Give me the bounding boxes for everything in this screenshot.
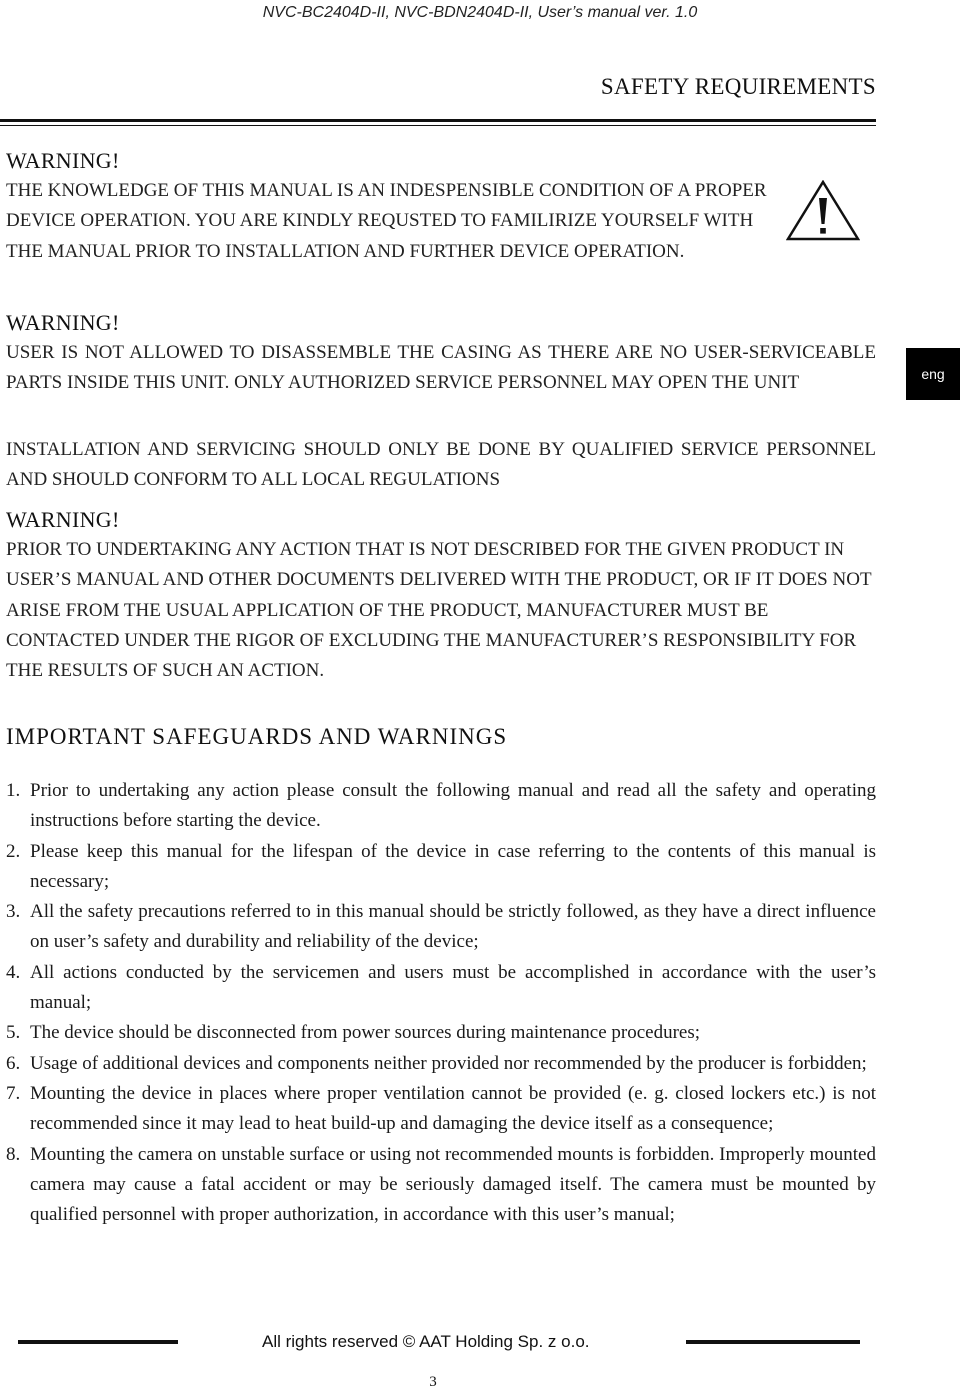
list-item-text: Please keep this manual for the lifespan of the device in case referring to the contents of this manual is necessary; bbox=[30, 840, 876, 892]
warning-heading: WARNING! bbox=[6, 507, 120, 532]
list-item bbox=[6, 1049, 876, 1079]
section-title: SAFETY REQUIREMENTS bbox=[600, 74, 876, 99]
header-rule-thin bbox=[0, 125, 876, 126]
safeguards-list bbox=[6, 776, 876, 1230]
installation-text: INSTALLATION AND SERVICING SHOULD ONLY BE DONE BY QUALIFIED SERVICE PERSONNEL AND SHOULD CONFORM TO ALL LOCAL REGULATIONS bbox=[6, 439, 876, 491]
list-item-text: Prior to undertaking any action please consult the following manual and read all the safety and operating instructions before starting the device. bbox=[30, 780, 876, 832]
list-item-number: 3. bbox=[6, 901, 21, 923]
list-item-number: 6. bbox=[6, 1052, 21, 1074]
warning-block-manual bbox=[6, 146, 776, 267]
list-item-number: 2. bbox=[6, 840, 21, 862]
list-item-text: All the safety precautions referred to in this manual should be strictly followed, as they have a direct influence on user’s safety and durability and reliability of the device; bbox=[30, 901, 876, 953]
warning-heading: WARNING! bbox=[6, 310, 120, 335]
list-item-text: Mounting the device in places where proper ventilation cannot be provided (e. g. closed lockers etc.) is not recommended since it may lead to heat build-up and damaging the device itself as a consequence; bbox=[30, 1082, 876, 1135]
list-item-number: 1. bbox=[6, 780, 21, 801]
list-item-number: 4. bbox=[6, 961, 21, 983]
footer-rule-left bbox=[18, 1340, 178, 1344]
footer-copyright: All rights reserved © AAT Holding Sp. z o.o. bbox=[262, 1332, 590, 1351]
list-item bbox=[6, 776, 876, 837]
list-item bbox=[6, 837, 876, 898]
list-item-text: The device should be disconnected from power sources during maintenance procedures; bbox=[30, 1022, 701, 1044]
list-item-number: 8. bbox=[6, 1143, 21, 1165]
list-item bbox=[6, 1140, 876, 1231]
page-header: NVC-BC2404D-II, NVC-BDN2404D-II, User’s manual ver. 1.0 bbox=[262, 4, 698, 21]
list-item bbox=[6, 897, 876, 958]
warning-block-actions bbox=[6, 505, 876, 686]
page-number: 3 bbox=[429, 1374, 437, 1390]
list-item-text: All actions conducted by the servicemen and users must be accomplished in accordance with the user’s manual; bbox=[30, 961, 876, 1014]
warning-block-casing bbox=[6, 308, 876, 399]
warning-text: PRIOR TO UNDERTAKING ANY ACTION THAT IS NOT DESCRIBED FOR THE GIVEN PRODUCT IN USER’S MANUAL AND OTHER DOCUMENTS DELIVERED WITH THE PRODUCT, OR IF IT DOES NOT ARISE FROM THE USUAL APPLICATION OF THE PRODUCT, MANUFACTURER MUST BE CONTACTED UNDER THE RIGOR OF EXCLUDING THE MANUFACTURER’S RESPONSIBILITY FOR THE RESULTS OF SUCH AN ACTION. bbox=[6, 539, 872, 682]
list-item-text: Usage of additional devices and components neither provided nor recommended by the producer is forbidden; bbox=[30, 1052, 867, 1074]
list-item bbox=[6, 1018, 876, 1048]
installation-notice bbox=[6, 435, 876, 496]
list-item-text: Mounting the camera on unstable surface or using not recommended mounts is forbidden. Improperly mounted camera may cause a fatal accident or may be seriously damaged itself. The camera must be mounted by qualified personnel with proper authorization, in accordance with this user’s manual; bbox=[30, 1143, 876, 1226]
warning-text: USER IS NOT ALLOWED TO DISASSEMBLE THE CASING AS THERE ARE NO USER-SERVICEABLE PARTS INSIDE THIS UNIT. ONLY AUTHORIZED SERVICE PERSONNEL MAY OPEN THE UNIT bbox=[6, 342, 876, 394]
warning-text: THE KNOWLEDGE OF THIS MANUAL IS AN INDESPENSIBLE CONDITION OF A PROPER DEVICE OPERATION. YOU ARE KINDLY REQUSTED TO FAMILIRIZE YOURSELF WITH THE MANUAL PRIOR TO INSTALLATION AND FURTHER DEVICE OPERATION. bbox=[6, 180, 767, 262]
exclamation-triangle-icon bbox=[786, 180, 860, 242]
list-item-number: 7. bbox=[6, 1082, 21, 1104]
list-item-number: 5. bbox=[6, 1022, 21, 1044]
list-item bbox=[6, 1079, 876, 1140]
important-safeguards-title: IMPORTANT SAFEGUARDS AND WARNINGS bbox=[6, 724, 508, 749]
footer-rule-right bbox=[686, 1340, 860, 1344]
warning-heading: WARNING! bbox=[6, 148, 120, 173]
language-tab: eng bbox=[906, 348, 960, 400]
header-rule-thick bbox=[0, 119, 876, 122]
list-item bbox=[6, 958, 876, 1019]
